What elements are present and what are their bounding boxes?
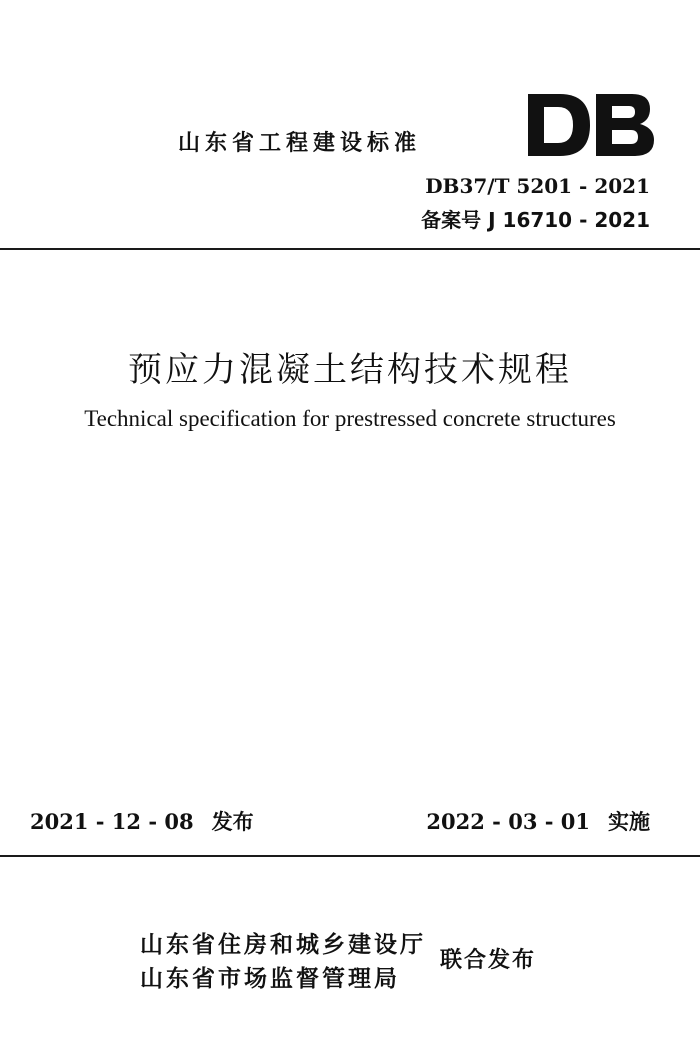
issue-label: 发布 [211, 810, 254, 834]
implementation-date: 2022 - 03 - 01 [426, 809, 590, 834]
title-chinese: 预应力混凝土结构技术规程 [128, 350, 572, 390]
bottom-divider [0, 855, 700, 857]
record-number: 备案号 J 16710 - 2021 [421, 208, 650, 232]
issue-date: 2021 - 12 - 08 [30, 809, 194, 834]
issuer-housing-department: 山东省住房和城乡建设厅 [140, 932, 426, 958]
joint-issue-label: 联合发布 [440, 948, 537, 973]
implementation-label: 实施 [608, 810, 650, 834]
standard-category: 山东省工程建设标准 [178, 131, 422, 156]
issuer-market-bureau: 山东省市场监督管理局 [140, 966, 400, 992]
standard-number: DB37/T 5201 - 2021 [425, 174, 650, 198]
db-logo [526, 92, 656, 158]
implementation-date-line [426, 806, 650, 836]
issue-date-line [30, 806, 254, 836]
title-english: Technical specification for prestressed concrete structures [84, 406, 616, 431]
top-divider [0, 248, 700, 250]
